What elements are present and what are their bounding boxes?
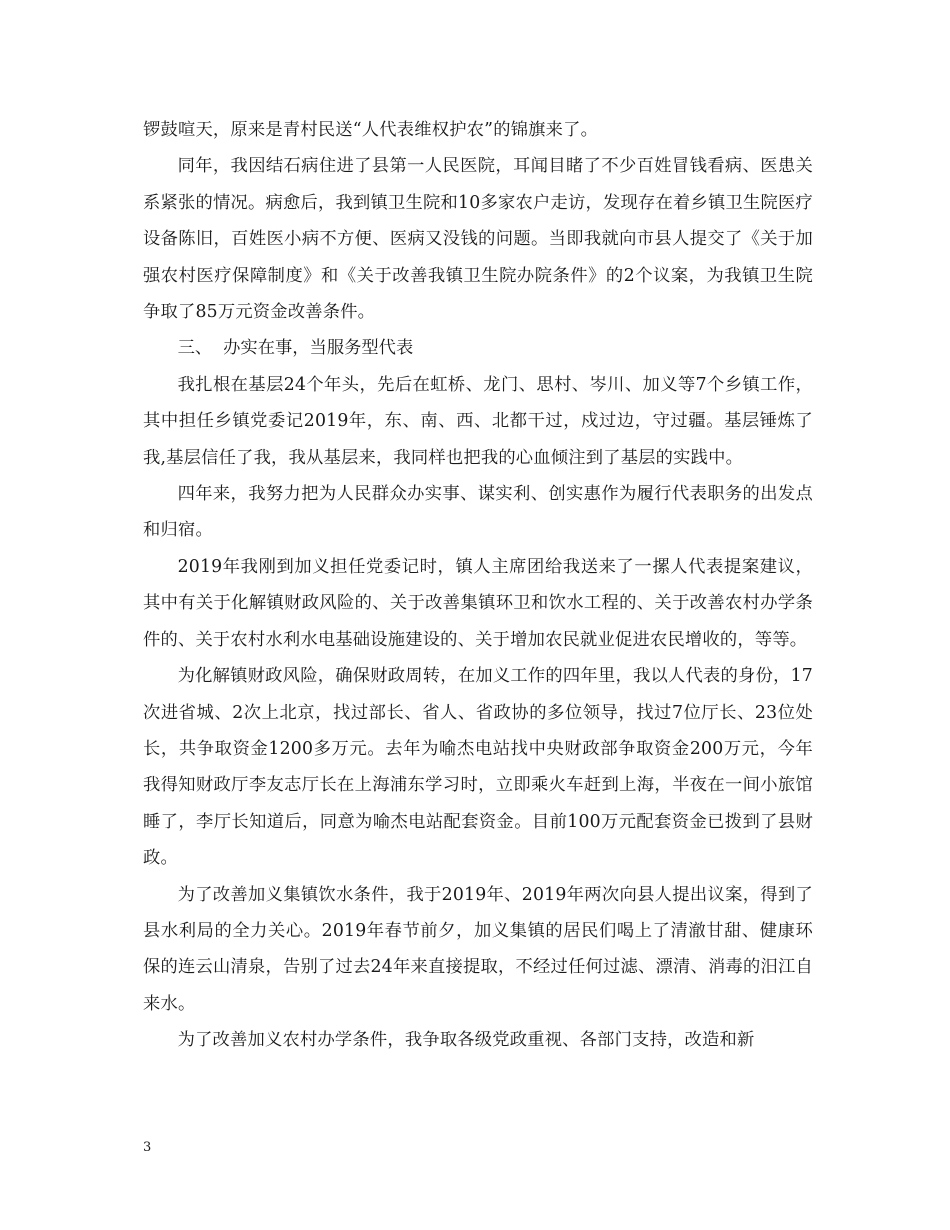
paragraph-6: 为化解镇财政风险，确保财政周转，在加义工作的四年里，我以人代表的身份，17次进省城、2次上北京，找过部长、省人、省政协的多位领导，找过7位厅长、23位处长，共争取资金1200多万元。去年为喻杰电站找中央财政部争取资金200万元，今年我得知财政厅李友志厅长在上海浦东学习时，立即乘火车赶到上海，半夜在一间小旅馆睡了，李厅长知道后，同意为喻杰电站配套资金。目前100万元配套资金已拨到了县财政。 (143, 666, 813, 869)
page-number: 3 (143, 1140, 152, 1155)
document-body (143, 112, 813, 1059)
paragraph-1: 锣鼓喧天，原来是青村民送“人代表维权护农”的锦旗来了。 (143, 120, 599, 140)
paragraph-7: 为了改善加义集镇饮水条件，我于2019年、2019年两次向县人提出议案，得到了县水利局的全力关心。2019年春节前夕，加义集镇的居民们喝上了清澈甘甜、健康环保的连云山清泉，告别了过去24年来直接提取，不经过任何过滤、漂清、消毒的汨江自来水。 (143, 884, 813, 1014)
section-heading-3: 三、 办实在事，当服务型代表 (177, 338, 414, 359)
paragraph-5: 2019年我刚到加义担任党委记时，镇人主席团给我送来了一摞人代表提案建议，其中有关于化解镇财政风险的、关于改善集镇环卫和饮水工程的、关于改善农村办学条件的、关于农村水利水电基础设施建设的、关于增加农民就业促进农民增收的，等等。 (143, 556, 813, 650)
paragraph-4: 四年来，我努力把为人民群众办实事、谋实利、创实惠作为履行代表职务的出发点和归宿。 (143, 484, 813, 541)
paragraph-8: 为了改善加义农村办学条件，我争取各级党政重视、各部门支持，改造和新 (177, 1030, 755, 1051)
paragraph-3: 我扎根在基层24个年头，先后在虹桥、龙门、思村、岑川、加义等7个乡镇工作，其中担任乡镇党委记2019年，东、南、西、北都干过，戍过边，守过疆。基层锤炼了我,基层信任了我，我从基层来，我同样也把我的心血倾注到了基层的实践中。 (143, 374, 813, 468)
paragraph-2: 同年，我因结石病住进了县第一人民医院，耳闻目睹了不少百姓冒钱看病、医患关系紧张的情况。病愈后，我到镇卫生院和10多家农户走访，发现存在着乡镇卫生院医疗设备陈旧，百姓医小病不方便、医病又没钱的问题。当即我就向市县人提交了《关于加强农村医疗保障制度》和《关于改善我镇卫生院办院条件》的2个议案，为我镇卫生院争取了85万元资金改善条件。 (143, 156, 813, 323)
